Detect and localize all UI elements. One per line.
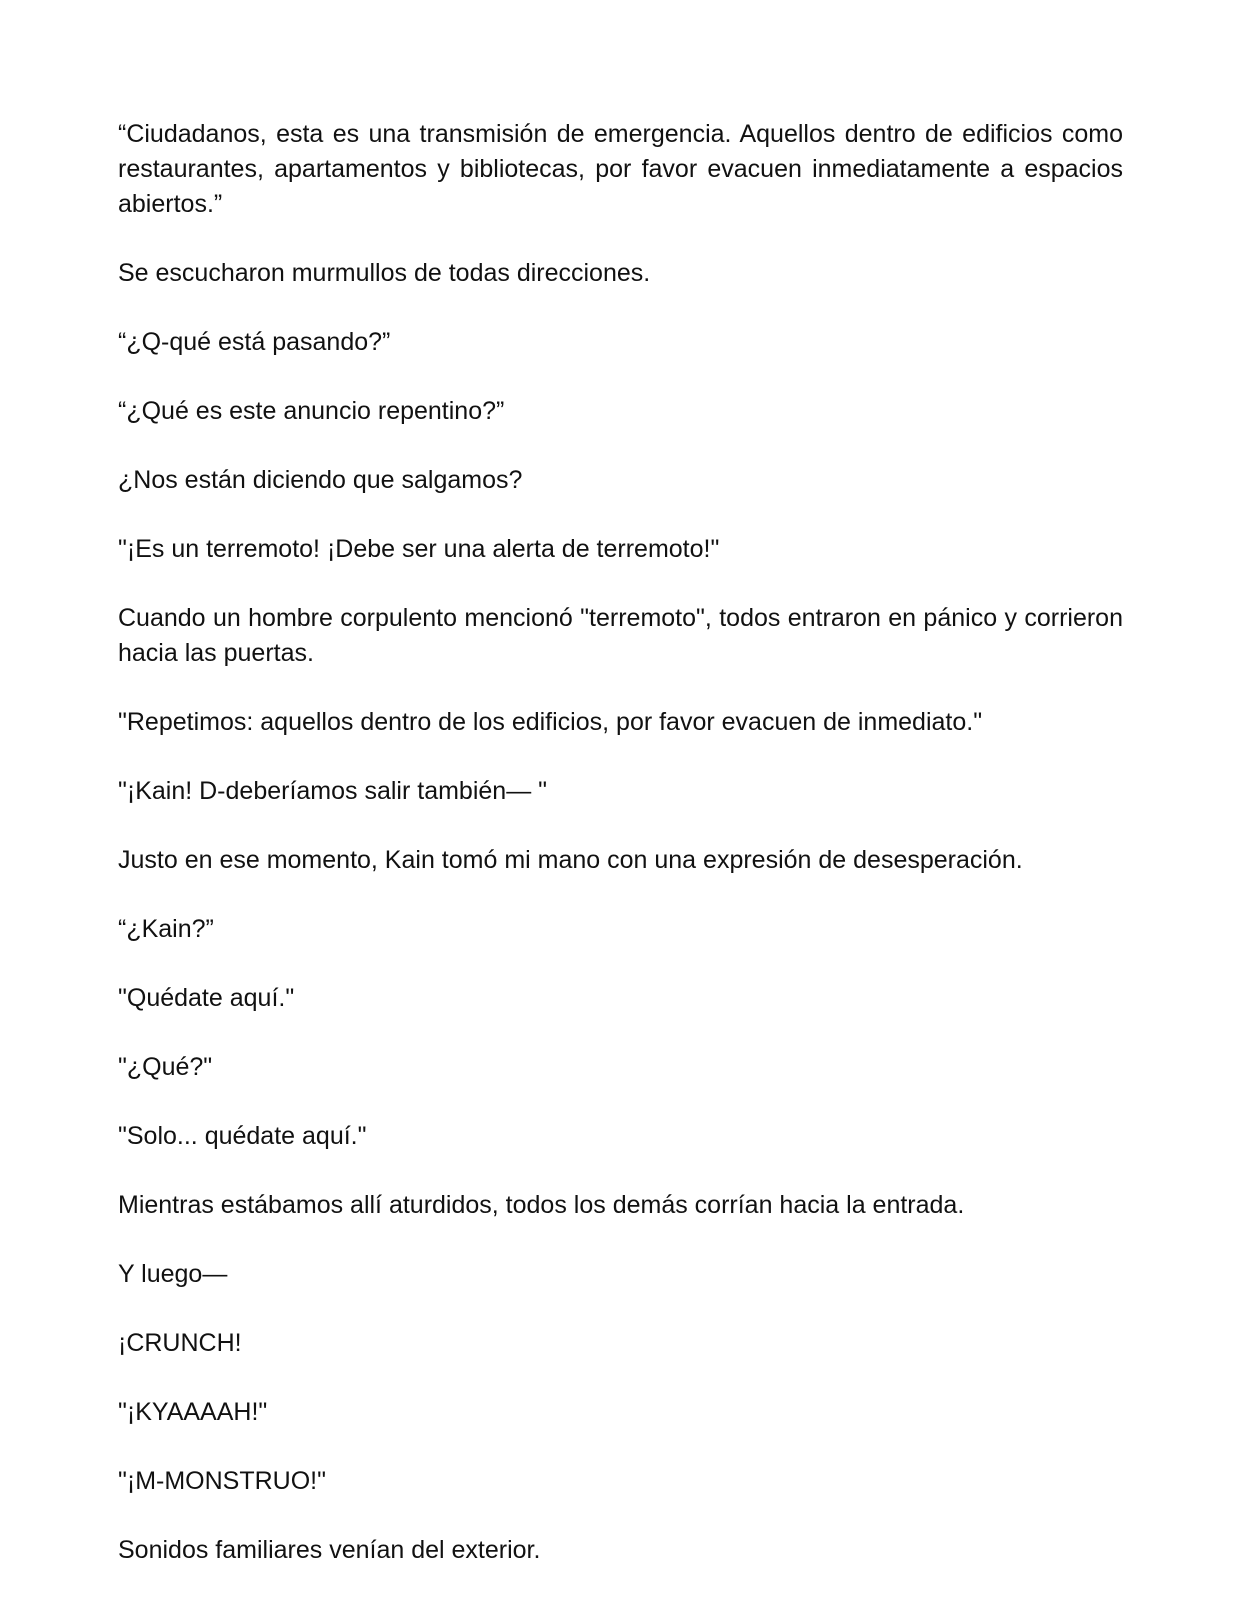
paragraph-scream: "¡KYAAAAH!": [118, 1398, 268, 1426]
paragraph-and-then: Y luego—: [118, 1260, 228, 1288]
paragraph-what-is-happening: “¿Q-qué está pasando?”: [118, 328, 391, 356]
document-body: [118, 117, 1123, 1568]
paragraph-panic: Cuando un hombre corpulento mencionó "terremoto", todos entraron en pánico y corrieron hacia las puertas.: [118, 604, 1123, 667]
paragraph-crunch: ¡CRUNCH!: [118, 1329, 242, 1357]
paragraph-stunned: Mientras estábamos allí aturdidos, todos los demás corrían hacia la entrada.: [118, 1191, 965, 1219]
paragraph-what: "¿Qué?": [118, 1053, 213, 1081]
paragraph-earthquake: "¡Es un terremoto! ¡Debe ser una alerta de terremoto!": [118, 535, 720, 563]
paragraph-kain-question: “¿Kain?”: [118, 915, 214, 943]
paragraph-repeat: "Repetimos: aquellos dentro de los edificios, por favor evacuen de inmediato.": [118, 708, 983, 736]
paragraph-just-stay: "Solo... quédate aquí.": [118, 1122, 367, 1150]
paragraph-monster: "¡M-MONSTRUO!": [118, 1467, 326, 1495]
paragraph-sounds: Sonidos familiares venían del exterior.: [118, 1536, 541, 1564]
paragraph-kain-leave: "¡Kain! D-deberíamos salir también— ": [118, 777, 548, 805]
paragraph-murmurs: Se escucharon murmullos de todas direcciones.: [118, 259, 651, 287]
paragraph-go-out: ¿Nos están diciendo que salgamos?: [118, 466, 523, 494]
paragraph-broadcast: “Ciudadanos, esta es una transmisión de emergencia. Aquellos dentro de edificios como restaurantes, apartamentos y bibliotecas, por favor evacuen inmediatamente a espacios abiertos.”: [118, 120, 1123, 218]
paragraph-kain-hand: Justo en ese momento, Kain tomó mi mano con una expresión de desesperación.: [118, 846, 1023, 874]
paragraph-stay-here: "Quédate aquí.": [118, 984, 295, 1012]
paragraph-sudden-announcement: “¿Qué es este anuncio repentino?”: [118, 397, 505, 425]
